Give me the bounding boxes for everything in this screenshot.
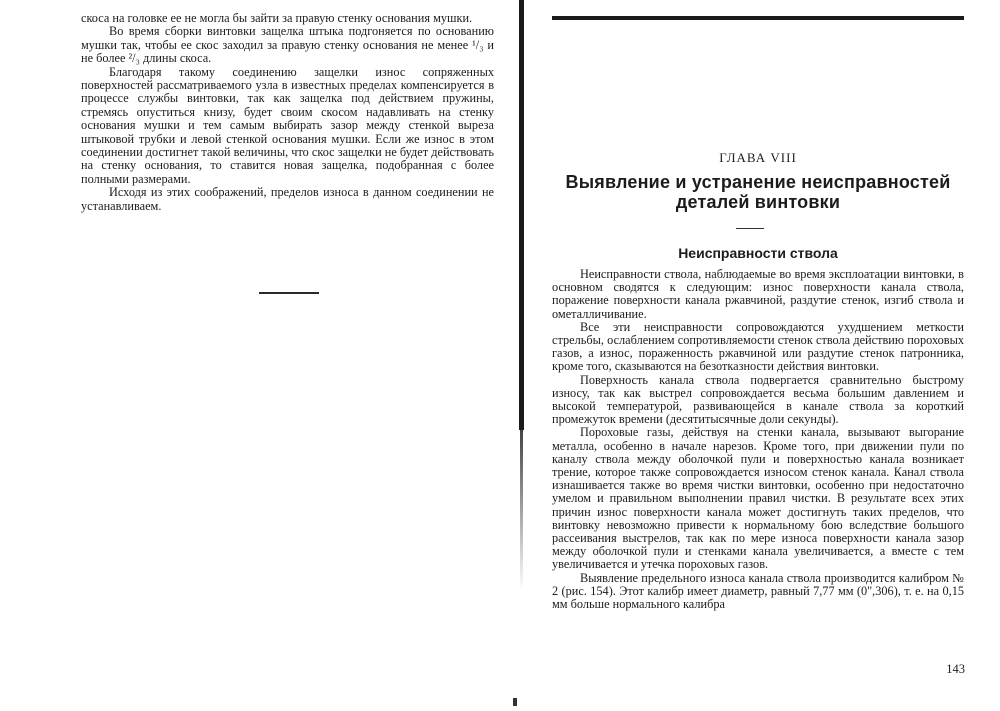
- right-paragraph-2: Все эти неисправности сопровождаются ухудшением меткости стрельбы, ослаблением сопротивляемости стенок ствола действию пороховых газов, а износ, пораженность ржавчиной или раздутие стенок патронника, кроме того, сказываются на безотказности действия винтовки.: [552, 319, 964, 374]
- right-page: [515, 0, 1000, 711]
- chapter-top-rule: [552, 16, 964, 20]
- chapter-label: ГЛАВА VIII: [719, 150, 797, 165]
- page-number: 143: [946, 662, 965, 676]
- title-divider: [736, 228, 764, 229]
- chapter-title: [552, 172, 964, 212]
- right-paragraph-5: Выявление предельного износа канала ствола производится калибром № 2 (рис. 154). Этот калибр имеет диаметр, равный 7,77 мм (0",306), т. е. на 0,15 мм больше нормального калибра: [552, 570, 964, 612]
- section-end-divider: [259, 292, 319, 294]
- left-text-column: [81, 12, 494, 213]
- chapter-title-line-2: деталей винтовки: [675, 192, 841, 212]
- section-title: Неисправности ствола: [678, 245, 838, 261]
- left-paragraph-2: Во время сборки винтовки защелка штыка подгоняется по основанию мушки так, чтобы ее скос заходил за правую стенку основания не менее ¹/₃ и не более ²/₃ длины скоса.: [81, 24, 494, 66]
- right-paragraph-4: Пороховые газы, действуя на стенки канала, вызывают выгорание металла, особенно в начале нарезов. Кроме того, при движении пули по каналу ствола между оболочкой пули и поверхностью канала возникает трение, которое также сопровождается износом стенок канала. Канал ствола изнашивается также во время чистки винтовки, особенно при недостаточно умелом и правильном выполнении правил чистки. В результате всех этих причин износ поверхности канала может достигнуть таких пределов, что винтовку невозможно привести к нормальному бою вследствие большого рассеивания выстрелов, так как по мере износа поверхности канала зазор между оболочкой пули и стенками канала увеличивается, а вместе с тем увеличивается и утечка пороховых газов.: [552, 425, 964, 572]
- right-paragraph-1: Неисправности ствола, наблюдаемые во время эксплоатации винтовки, в основном сводятся к следующим: износ поверхности канала ствола, поражение поверхности канала ржавчиной, раздутие стенок, изгиб ствола и ометалличивание.: [552, 267, 964, 321]
- right-paragraph-3: Поверхность канала ствола подвергается сравнительно быстрому износу, так как выстрел сопровождается весьма большим давлением и высокой температурой, развивающейся в канале ствола за короткий промежуток времени (десятитысячные доли секунды).: [552, 372, 964, 427]
- left-paragraph-4: Исходя из этих соображений, пределов износа в данном соединении не устанавливаем.: [81, 185, 494, 213]
- left-paragraph-3: Благодаря такому соединению защелки износ сопряженных поверхностей рассматриваемого узла в известных пределах компенсируется в процессе службы винтовки, так как защелка под действием пружины, стремясь опуститься книзу, будет своим скосом надавливать на стенку основания мушки и тем самым выбирать зазор между стенкой выреза штыковой трубки и левой стенкой основания мушки. Если же износ в этом соединении достигнет такой величины, что скос защелки не будет действовать на стенку основания, то ставится новая защелка, подобранная с более полными размерами.: [81, 64, 494, 186]
- right-text-column: [552, 268, 964, 611]
- left-paragraph-1: скоса на головке ее не могла бы зайти за правую стенку основания мушки.: [81, 11, 473, 25]
- chapter-title-line-1: Выявление и устранение неисправностей: [565, 172, 951, 192]
